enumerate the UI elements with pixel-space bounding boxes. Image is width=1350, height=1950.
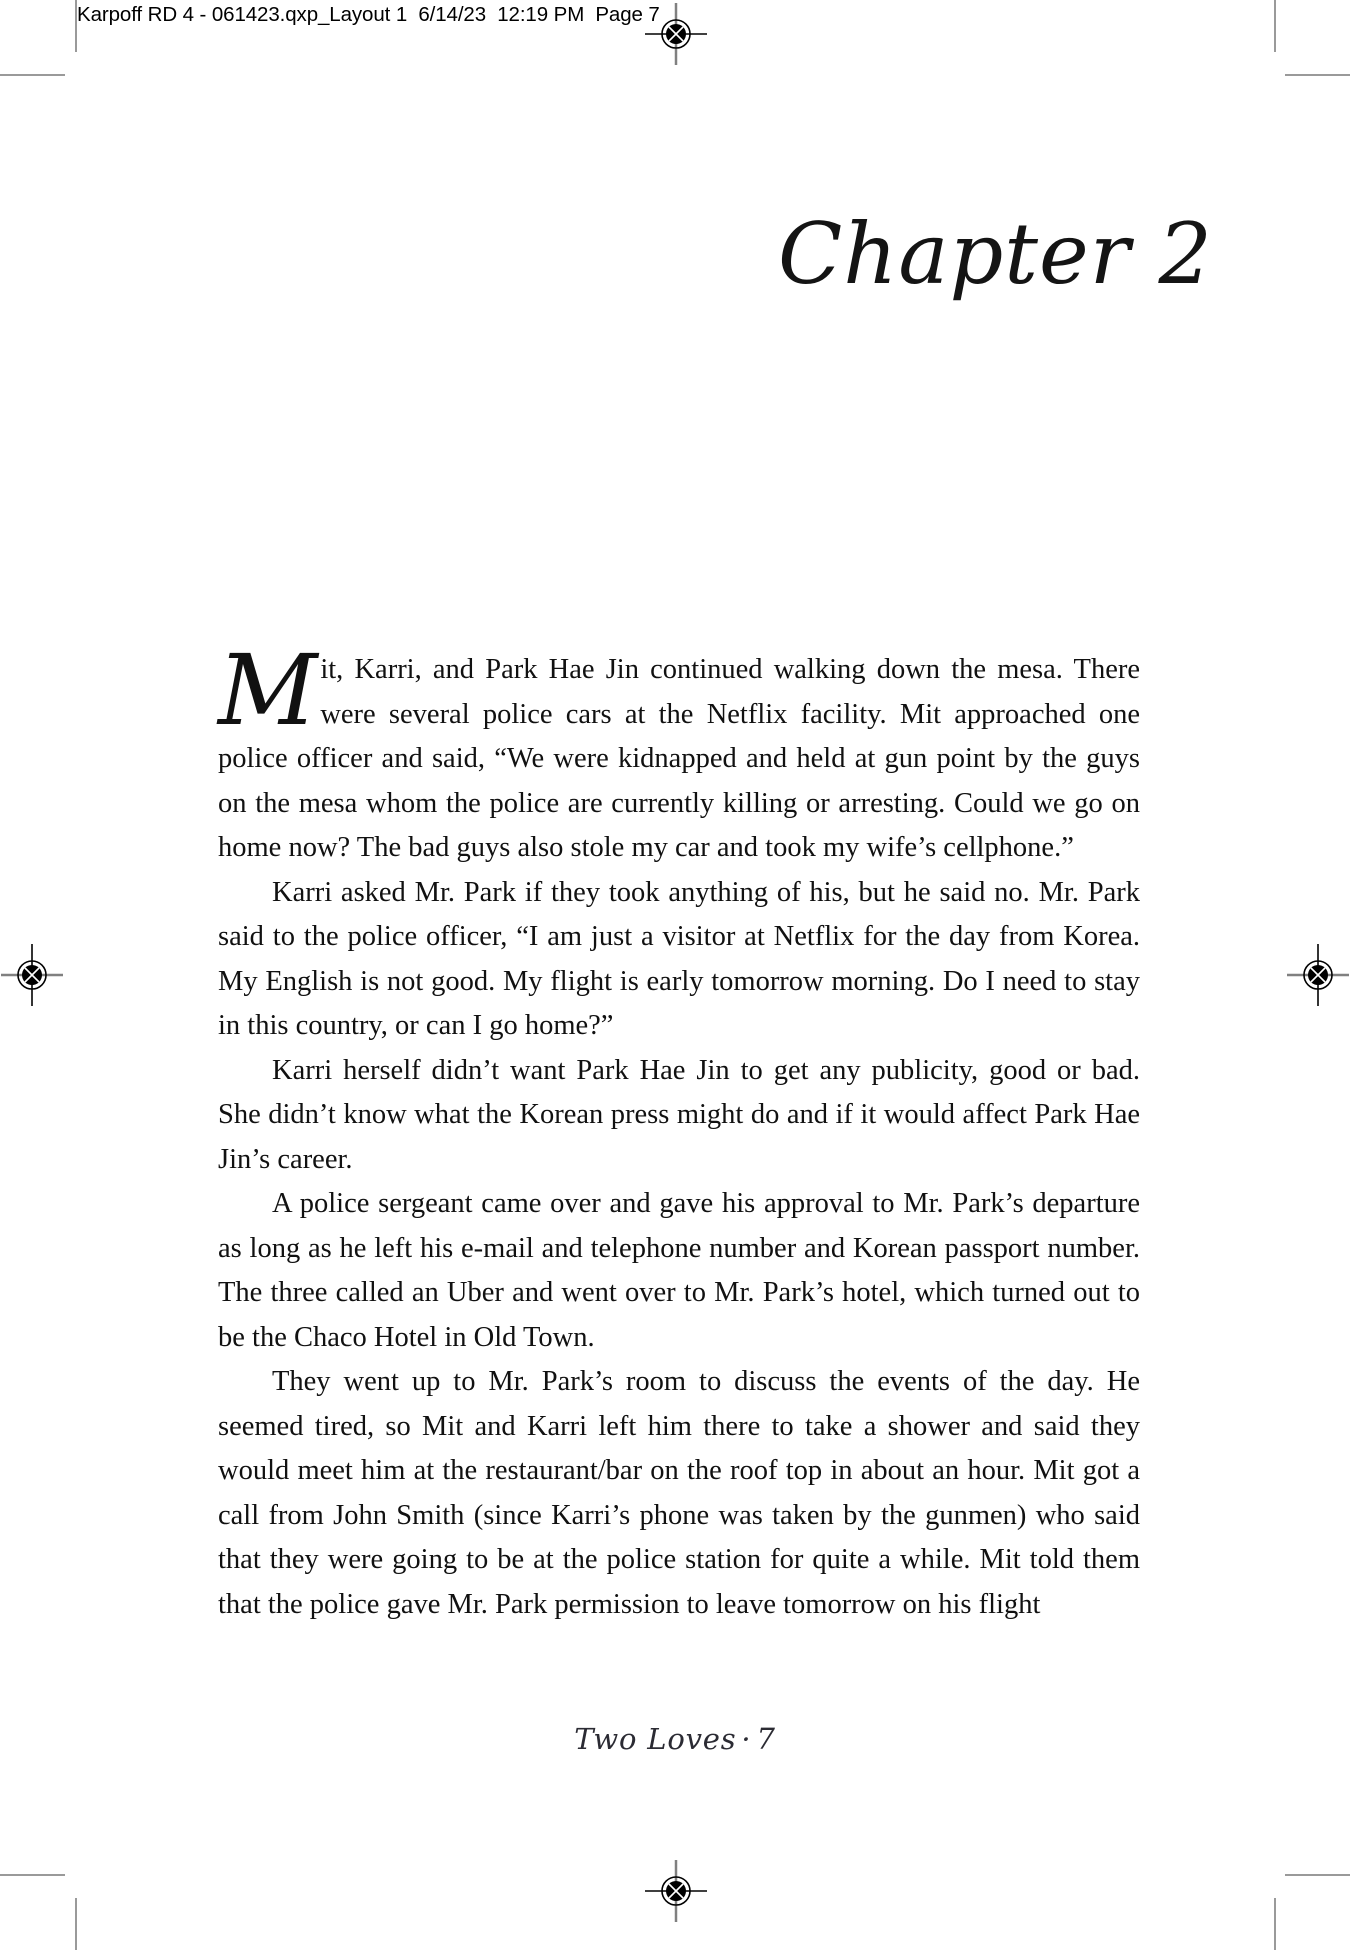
paragraph [218, 871, 1140, 1049]
crop-mark-bottom-right-vertical [1274, 1898, 1276, 1950]
paragraph-text: it, Karri, and Park Hae Jin continued walking down the mesa. There were several police cars at the Netflix facility. Mit approached one police officer and said, “We were kidnapped and held at gun point by the guys on the mesa whom the police are currently killing or arresting. Could we go on home now? The bad guys also stole my car and took my wife’s cellphone.” [218, 654, 1140, 863]
registration-mark-bottom-icon [645, 1860, 707, 1922]
registration-mark-right-icon [1287, 944, 1349, 1006]
paragraph [218, 1182, 1140, 1360]
paragraph-text: A police sergeant came over and gave his approval to Mr. Park’s departure as long as he left his e-mail and telephone number and Korean passport number. The three called an Uber and went over to Mr. Park’s hotel, which turned out to be the Chaco Hotel in Old Town. [218, 1188, 1140, 1353]
paragraph-text: Karri asked Mr. Park if they took anything of his, but he said no. Mr. Park said to the police officer, “I am just a visitor at Netflix for the day from Korea. My English is not good. My flight is early tomorrow morning. Do I need to stay in this country, or can I go home?” [218, 876, 1140, 1041]
crop-mark-bottom-left-vertical [75, 1898, 77, 1950]
footer-book-title: Two Loves [574, 1722, 737, 1756]
crop-mark-top-left-horizontal [0, 74, 65, 76]
drop-cap: M [218, 634, 318, 747]
crop-mark-top-right-horizontal [1285, 74, 1350, 76]
page-footer [0, 1722, 1350, 1756]
footer-separator: · [741, 1722, 752, 1756]
crop-mark-bottom-right-horizontal [1285, 1874, 1350, 1876]
paragraph-text: They went up to Mr. Park’s room to discuss the events of the day. He seemed tired, so Mit and Karri left him there to take a shower and said they would meet him at the restaurant/bar on the roof top in about an hour. Mit got a call from John Smith (since Karri’s phone was taken by the gunmen) who said that they were going to be at the police station for quite a while. Mit told them that the police gave Mr. Park permission to leave tomorrow on his flight [218, 1366, 1140, 1620]
paragraph [218, 1049, 1140, 1183]
paragraph [218, 1360, 1140, 1627]
crop-mark-top-right-vertical [1274, 0, 1276, 52]
footer-page-number: 7 [756, 1722, 776, 1756]
crop-mark-bottom-left-horizontal [0, 1874, 65, 1876]
chapter-title: Chapter 2 [778, 205, 1213, 303]
registration-mark-left-icon [1, 944, 63, 1006]
paragraph-text: Karri herself didn’t want Park Hae Jin to get any publicity, good or bad. She didn’t know what the Korean press might do and if it would affect Park Hae Jin’s career. [218, 1054, 1140, 1175]
body-text-block [218, 634, 1140, 1627]
proof-slug-header: Karpoff RD 4 - 061423.qxp_Layout 1 6/14/23 12:19 PM Page 7 [77, 3, 660, 26]
paragraph [218, 634, 1140, 871]
